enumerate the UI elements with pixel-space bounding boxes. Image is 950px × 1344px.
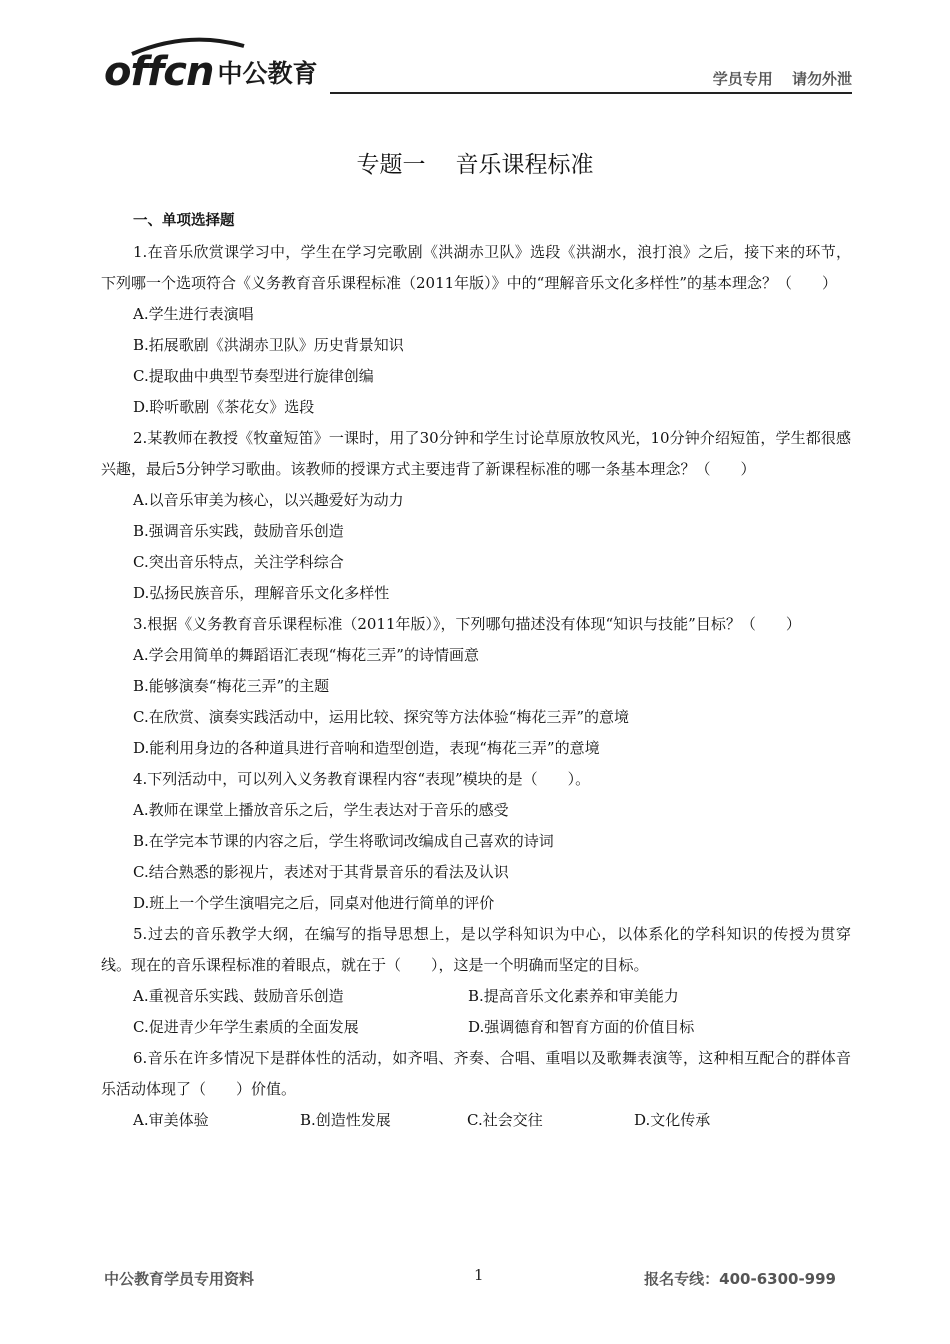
title-part2: 音乐课程标准 [455, 152, 594, 178]
question-stem: 3.根据《义务教育音乐课程标准（2011年版）》，下列哪句描述没有体现“知识与技能”目标？（ ） [133, 615, 801, 633]
title-part1: 专题一 [356, 152, 426, 178]
question-option: D.文化传承 [634, 1111, 711, 1129]
question-option: C.在欣赏、演奏实践活动中，运用比较、探究等方法体验“梅花三弄”的意境 [133, 708, 630, 726]
notice-students-only: 学员专用 [712, 70, 773, 88]
section-heading: 一、单项选择题 [133, 213, 235, 229]
logo-cn-text: 中公教育 [217, 59, 318, 88]
page-footer [104, 1262, 836, 1292]
question-option: C.社会交往 [467, 1111, 543, 1129]
question-option: A.重视音乐实践、鼓励音乐创造 [133, 987, 344, 1005]
question-stem: 6.音乐在许多情况下是群体性的活动，如齐唱、齐奏、合唱、重唱以及歌舞表演等，这种相互配合的群体音乐活动体现了（ ）价值。 [101, 1049, 851, 1098]
question-option: A.审美体验 [133, 1111, 209, 1129]
question-option: A.学生进行表演唱 [133, 305, 254, 323]
question-option: B.强调音乐实践，鼓励音乐创造 [133, 522, 344, 540]
option-row [101, 1012, 851, 1043]
logo-latin-text: offcn [104, 49, 214, 95]
page-number: 1 [474, 1266, 484, 1284]
question-option: A.教师在课堂上播放音乐之后，学生表达对于音乐的感受 [133, 801, 509, 819]
question-stem: 5.过去的音乐教学大纲，在编写的指导思想上，是以学科知识为中心，以体系化的学科知识的传授为贯穿线。现在的音乐课程标准的着眼点，就在于（ ），这是一个明确而坚定的目标。 [101, 925, 851, 974]
question-stem: 4.下列活动中，可以列入义务教育课程内容“表现”模块的是（ ）。 [133, 770, 591, 788]
question-option: D.班上一个学生演唱完之后，同桌对他进行简单的评价 [133, 894, 495, 912]
question-option: C.结合熟悉的影视片，表述对于其背景音乐的看法及认识 [133, 863, 509, 881]
question-option: D.能利用身边的各种道具进行音响和造型创造，表现“梅花三弄”的意境 [133, 739, 600, 757]
question-option: C.提取曲中典型节奏型进行旋律创编 [133, 367, 374, 385]
question-option: D.强调德育和智育方面的价值目标 [468, 1018, 695, 1036]
option-row [101, 981, 851, 1012]
footer-source: 中公教育学员专用资料 [104, 1270, 255, 1288]
page-header [100, 40, 852, 96]
question-option: B.提高音乐文化素养和审美能力 [468, 987, 679, 1005]
header-notice [699, 68, 852, 89]
header-rule [330, 92, 852, 94]
question-option: B.在学完本节课的内容之后，学生将歌词改编成自己喜欢的诗词 [133, 832, 554, 850]
question-stem: 2.某教师在教授《牧童短笛》一课时，用了30分钟和学生讨论草原放牧风光，10分钟介绍短笛，学生都很感兴趣，最后5分钟学习歌曲。该教师的授课方式主要违背了新课程标准的哪一条基本理念？（ ） [101, 429, 851, 478]
option-row [101, 1105, 851, 1136]
question-option: D.聆听歌剧《茶花女》选段 [133, 398, 315, 416]
offcn-logo [104, 42, 318, 95]
question-option: A.以音乐审美为核心，以兴趣爱好为动力 [133, 491, 404, 509]
question-option: B.拓展歌剧《洪湖赤卫队》历史背景知识 [133, 336, 404, 354]
logo-arc-icon [128, 36, 248, 56]
footer-hotline: 报名专线：400-6300-999 [644, 1270, 836, 1288]
question-option: B.能够演奏“梅花三弄”的主题 [133, 677, 330, 695]
notice-no-leak: 请勿外泄 [791, 70, 852, 88]
question-option: C.促进青少年学生素质的全面发展 [133, 1018, 359, 1036]
question-option: C.突出音乐特点，关注学科综合 [133, 553, 344, 571]
document-body [101, 206, 851, 1136]
page-title [0, 146, 950, 179]
question-option: A.学会用简单的舞蹈语汇表现“梅花三弄”的诗情画意 [133, 646, 479, 664]
question-stem: 1.在音乐欣赏课学习中，学生在学习完歌剧《洪湖赤卫队》选段《洪湖水，浪打浪》之后，接下来的环节，下列哪一个选项符合《义务教育音乐课程标准（2011年版）》中的“理解音乐文化多样性”的基本理念？（ ） [101, 243, 851, 292]
question-option: D.弘扬民族音乐，理解音乐文化多样性 [133, 584, 390, 602]
question-option: B.创造性发展 [300, 1111, 391, 1129]
